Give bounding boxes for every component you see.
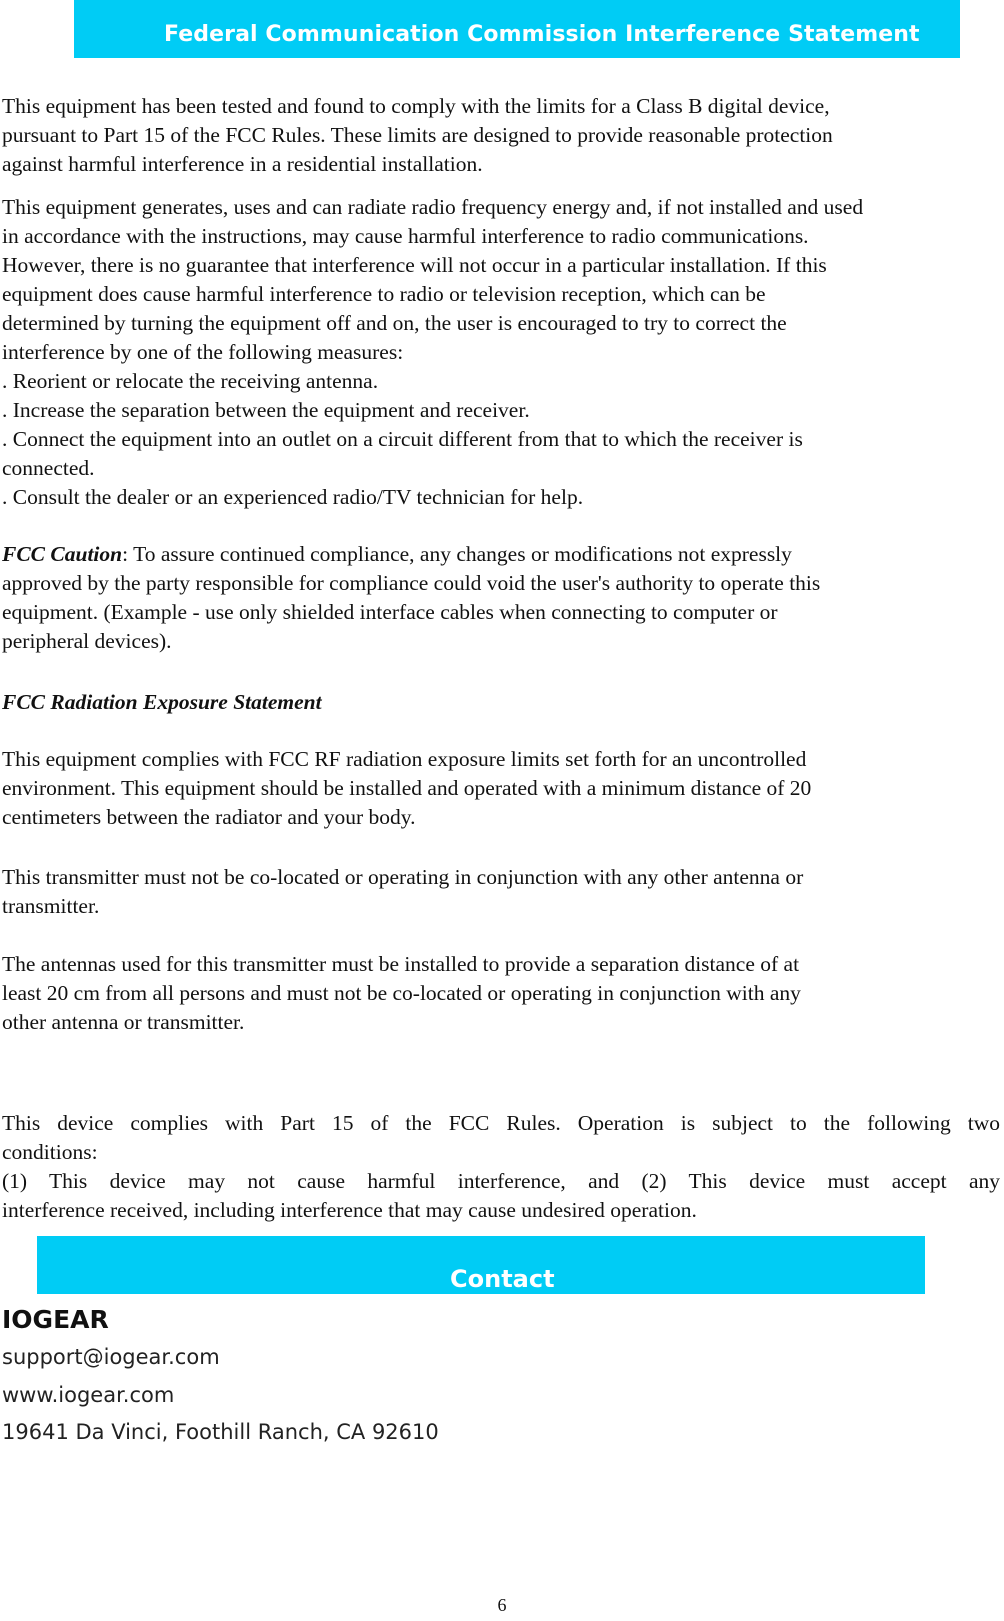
- text-line: equipment. (Example - use only shielded interface cables when connecting to computer or: [2, 600, 778, 624]
- statement-paragraph-2: [2, 193, 1000, 512]
- text-line: interference by one of the following measures:: [2, 340, 404, 364]
- measure-item: . Increase the separation between the equipment and receiver.: [2, 398, 530, 422]
- fcc-title: Federal Communication Commission Interference Statement: [164, 22, 920, 47]
- measure-item: connected.: [2, 456, 95, 480]
- text-line: This equipment complies with FCC RF radiation exposure limits set forth for an uncontrolled: [2, 747, 807, 771]
- text-line: This transmitter must not be co-located or operating in conjunction with any other antenna or: [2, 865, 804, 889]
- page-number: 6: [497, 1595, 507, 1615]
- text-line: determined by turning the equipment off and on, the user is encouraged to try to correct the: [2, 311, 787, 335]
- company-name: IOGEAR: [2, 1305, 109, 1334]
- text-line: transmitter.: [2, 894, 100, 918]
- part15-statement: [2, 1109, 1000, 1225]
- radiation-heading: FCC Radiation Exposure Statement: [2, 690, 322, 714]
- caution-text: : To assure continued compliance, any changes or modifications not expressly: [122, 542, 792, 566]
- text-line: pursuant to Part 15 of the FCC Rules. These limits are designed to provide reasonable protection: [2, 123, 833, 147]
- text-line: approved by the party responsible for compliance could void the user's authority to operate this: [2, 571, 821, 595]
- text-line: environment. This equipment should be installed and operated with a minimum distance of 20: [2, 776, 812, 800]
- text-line: in accordance with the instructions, may cause harmful interference to radio communications.: [2, 224, 809, 248]
- website-link[interactable]: www.iogear.com: [2, 1383, 175, 1407]
- text-line: This equipment has been tested and found to comply with the limits for a Class B digital device,: [2, 94, 830, 118]
- statement-paragraph-1: [2, 92, 1000, 179]
- text-line: However, there is no guarantee that interference will not occur in a particular installation. If this: [2, 253, 827, 277]
- text-line: interference received, including interference that may cause undesired operation.: [2, 1198, 697, 1222]
- contact-title: Contact: [450, 1265, 555, 1293]
- text-line: peripheral devices).: [2, 629, 172, 653]
- support-email-link[interactable]: support@iogear.com: [2, 1345, 220, 1369]
- text-line: This equipment generates, uses and can radiate radio frequency energy and, if not installed and used: [2, 195, 864, 219]
- measure-item: . Connect the equipment into an outlet on a circuit different from that to which the receiver is: [2, 427, 803, 451]
- fcc-caution: [2, 540, 1000, 656]
- caution-label: FCC Caution: [2, 542, 123, 566]
- radiation-heading-block: [2, 688, 1000, 717]
- text-line: conditions:: [2, 1140, 98, 1164]
- radiation-paragraph-3: [2, 950, 1000, 1037]
- text-line: centimeters between the radiator and your body.: [2, 805, 416, 829]
- measure-item: . Reorient or relocate the receiving antenna.: [2, 369, 379, 393]
- company-address: 19641 Da Vinci, Foothill Ranch, CA 92610: [2, 1420, 439, 1444]
- measure-item: . Consult the dealer or an experienced radio/TV technician for help.: [2, 485, 584, 509]
- text-line: [2, 540, 1000, 569]
- radiation-paragraph-1: [2, 745, 1000, 832]
- radiation-paragraph-2: [2, 863, 1000, 921]
- text-line: against harmful interference in a residential installation.: [2, 152, 483, 176]
- text-line: least 20 cm from all persons and must not be co-located or operating in conjunction with any: [2, 981, 801, 1005]
- text-line: (1) This device may not cause harmful interference, and (2) This device must accept any: [2, 1169, 1000, 1193]
- text-line: The antennas used for this transmitter must be installed to provide a separation distance of at: [2, 952, 800, 976]
- text-line: other antenna or transmitter.: [2, 1010, 245, 1034]
- text-line: This device complies with Part 15 of the FCC Rules. Operation is subject to the following two: [2, 1111, 1000, 1135]
- text-line: equipment does cause harmful interference to radio or television reception, which can be: [2, 282, 766, 306]
